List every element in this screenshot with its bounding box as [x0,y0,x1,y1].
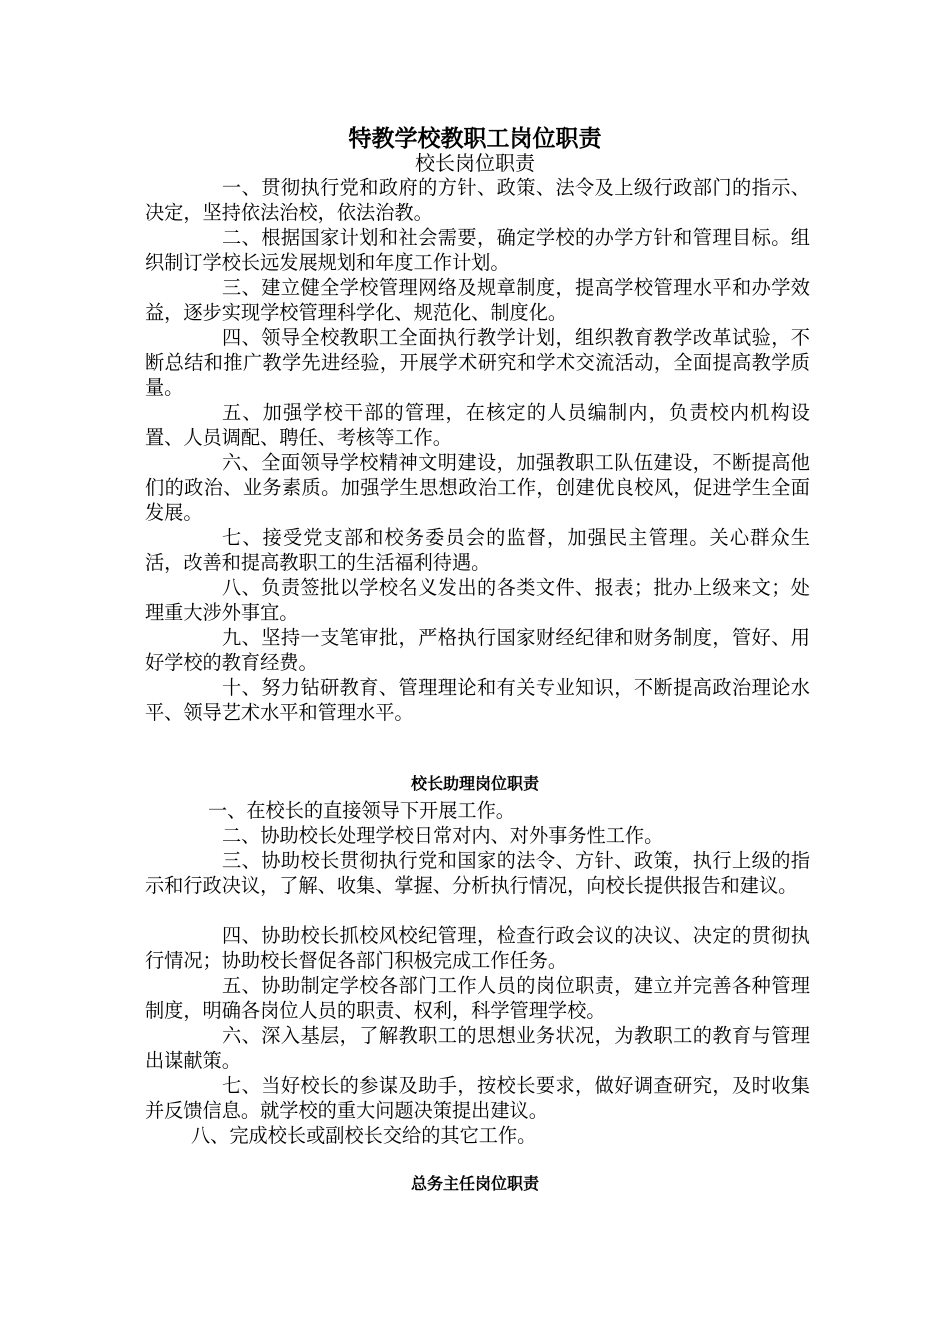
assistant-duty-8: 八、完成校长或副校长交给的其它工作。 [191,1124,537,1147]
document-title: 特教学校教职工岗位职责 [348,125,602,152]
assistant-duty-5: 五、协助制定学校各部门工作人员的岗位职责，建立并完善各种管理制度，明确各岗位人员的职责、权利，科学管理学校。 [145,974,810,1022]
assistant-duty-6: 六、深入基层，了解教职工的思想业务状况，为教职工的教育与管理出谋献策。 [145,1024,810,1072]
principal-duty-9: 九、坚持一支笔审批，严格执行国家财经纪律和财务制度，管好、用好学校的教育经费。 [145,626,810,674]
principal-duty-7: 七、接受党支部和校务委员会的监督，加强民主管理。关心群众生活，改善和提高教职工的生活福利待遇。 [145,526,810,574]
assistant-duty-1: 一、在校长的直接领导下开展工作。 [208,799,515,822]
principal-duty-8: 八、负责签批以学校名义发出的各类文件、报表；批办上级来文；处理重大涉外事宜。 [145,576,810,624]
assistant-duty-7: 七、当好校长的参谋及助手，按校长要求，做好调查研究，及时收集并反馈信息。就学校的重大问题决策提出建议。 [145,1074,810,1122]
assistant-duty-2: 二、协助校长处理学校日常对内、对外事务性工作。 [222,824,664,847]
principal-duty-2: 二、根据国家计划和社会需要，确定学校的办学方针和管理目标。组织制订学校长远发展规划和年度工作计划。 [145,226,810,274]
principal-duty-3: 三、建立健全学校管理网络及规章制度，提高学校管理水平和办学效益，逐步实现学校管理科学化、规范化、制度化。 [145,276,810,324]
principal-duty-5: 五、加强学校干部的管理，在核定的人员编制内，负责校内机构设置、人员调配、聘任、考核等工作。 [145,401,810,449]
assistant-duty-4: 四、协助校长抓校风校纪管理，检查行政会议的决议、决定的贯彻执行情况；协助校长督促各部门积极完成工作任务。 [145,924,810,972]
section-heading-principal: 校长岗位职责 [415,151,535,175]
principal-duty-6: 六、全面领导学校精神文明建设，加强教职工队伍建设，不断提高他们的政治、业务素质。加强学生思想政治工作，创建优良校风，促进学生全面发展。 [145,451,810,524]
section-heading-assistant: 校长助理岗位职责 [410,774,539,793]
assistant-duty-3: 三、协助校长贯彻执行党和国家的法令、方针、政策，执行上级的指示和行政决议，了解、收集、掌握、分析执行情况，向校长提供报告和建议。 [145,849,810,897]
principal-duty-4: 四、领导全校教职工全面执行教学计划，组织教育教学改革试验，不断总结和推广教学先进经验，开展学术研究和学术交流活动，全面提高教学质量。 [145,326,810,399]
principal-duty-1: 一、贯彻执行党和政府的方针、政策、法令及上级行政部门的指示、决定，坚持依法治校，依法治教。 [145,176,810,224]
section-heading-general-affairs: 总务主任岗位职责 [410,1174,539,1193]
principal-duty-10: 十、努力钻研教育、管理理论和有关专业知识，不断提高政治理论水平、领导艺术水平和管理水平。 [145,676,810,724]
